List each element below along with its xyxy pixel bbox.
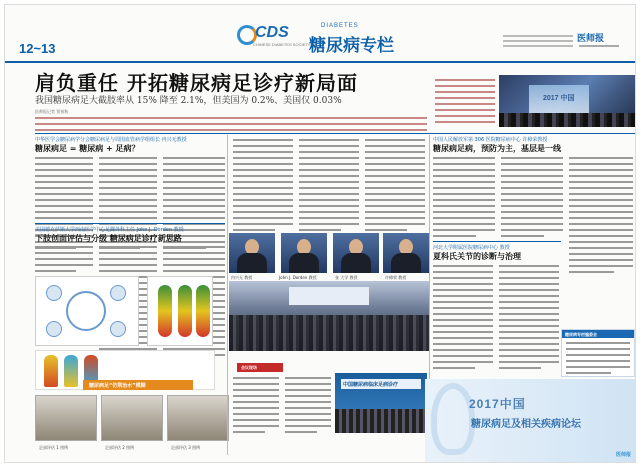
conference-crowd bbox=[229, 315, 429, 351]
thumbnail-2 bbox=[101, 395, 163, 441]
body-silhouette-2 bbox=[64, 355, 78, 387]
hall-crowd bbox=[335, 409, 427, 433]
speaker-photo-3 bbox=[333, 233, 379, 273]
editorial-board-table bbox=[561, 329, 635, 377]
diagram-node-2 bbox=[110, 285, 126, 301]
right-article-1-col-2 bbox=[501, 157, 563, 241]
section-title-en: DIABETES bbox=[321, 23, 359, 29]
section-tag: 会议现场 bbox=[237, 363, 283, 372]
foot-pressure-middle bbox=[178, 285, 192, 337]
conference-stage bbox=[289, 287, 369, 305]
diagram-node-3 bbox=[46, 321, 62, 337]
paper-logo: 医师报 bbox=[577, 34, 605, 44]
column-rule-1 bbox=[227, 135, 228, 455]
left-article-1-title: 糖尿病足 = 糖尿病 + 足病？ bbox=[35, 144, 140, 153]
thumbnail-1 bbox=[35, 395, 97, 441]
speaker-caption-2: John J. Dorden 教授 bbox=[279, 275, 317, 280]
thumbnail-2-caption: 足部评估 2 图例 bbox=[105, 445, 135, 450]
foot-outline-icon bbox=[431, 383, 475, 455]
foot-pressure-figure bbox=[147, 276, 213, 346]
speaker-caption-4: 许樟荣 教授 bbox=[385, 275, 407, 280]
hall-banner: 中国糖尿病临床足病诊疗 bbox=[341, 379, 421, 389]
left-article-2-title: 下肢创面评估与分级 糖尿病足诊疗新思路 bbox=[35, 234, 182, 243]
promo-year: 2017中国 bbox=[469, 397, 526, 411]
lead-right-lines bbox=[435, 79, 495, 127]
promo-corner-logo: 医师报 bbox=[615, 452, 631, 458]
thumbnail-3-caption: 足部评估 3 图例 bbox=[171, 445, 201, 450]
right-article-1-col-1 bbox=[433, 157, 495, 241]
diagram-ring bbox=[66, 291, 106, 331]
right-article-2-col-2 bbox=[499, 265, 559, 373]
right-article-1-col-3 bbox=[569, 157, 633, 277]
headline: 肩负重任 开拓糖尿病足诊疗新局面 bbox=[35, 71, 358, 95]
cds-logo-subtext: CHINESE DIABETES SOCIETY bbox=[253, 42, 311, 47]
speaker-caption-3: 张 大学 教授 bbox=[335, 275, 358, 280]
middle-col-1 bbox=[233, 139, 293, 235]
middle-bottom-col-2 bbox=[285, 377, 331, 437]
hall-photo bbox=[335, 373, 427, 433]
editorial-board-rows bbox=[566, 342, 630, 378]
right-article-2-kicker: 河北大学附属医院糖尿病中心 教授 bbox=[433, 245, 510, 251]
left-article-2-kicker: 美国德克萨斯大学西南医学中心足踝外科主任 John J. Dorden 教授 bbox=[35, 227, 184, 233]
newspaper-page bbox=[4, 4, 636, 463]
section-title: 糖尿病专栏 bbox=[309, 36, 394, 56]
thumbnail-3 bbox=[167, 395, 229, 441]
hero-photo bbox=[499, 75, 636, 127]
lead-divider bbox=[35, 133, 635, 134]
promo-title: 糖尿病足及相关疾病论坛 bbox=[471, 419, 581, 430]
diagram-node-1 bbox=[46, 285, 62, 301]
speaker-caption-1: 冉兴无 教授 bbox=[231, 275, 253, 280]
speaker-photos bbox=[229, 233, 429, 281]
right-article-1-title: 糖尿病足病，预防为主，基层是一线 bbox=[433, 144, 561, 153]
cds-logo bbox=[237, 23, 311, 49]
right-article-2-col-1 bbox=[433, 265, 493, 373]
speaker-photo-2 bbox=[281, 233, 327, 273]
page-number: 12~13 bbox=[19, 41, 56, 56]
column-rule-2 bbox=[429, 135, 430, 379]
middle-col-3 bbox=[365, 139, 425, 235]
byline: 医师报记者 贾春秋 bbox=[35, 109, 69, 114]
cds-logo-text: CDS bbox=[255, 24, 289, 41]
middle-bottom-col-1 bbox=[233, 377, 279, 437]
editorial-board-title: 糖尿病专栏编委会 bbox=[562, 330, 634, 338]
hero-screen-text: 2017 中国 bbox=[543, 95, 575, 102]
right-article-divider bbox=[433, 241, 561, 242]
conference-photo bbox=[229, 281, 429, 351]
left-article-1-kicker: 中华医学会糖尿病学分会糖尿病足与周围血管病学组组长 冉兴无教授 bbox=[35, 137, 187, 143]
forum-promo-banner bbox=[425, 379, 636, 463]
masthead bbox=[5, 5, 636, 63]
body-silhouette-1 bbox=[44, 355, 58, 387]
speaker-photo-1 bbox=[229, 233, 275, 273]
bottom-thumbnails bbox=[35, 393, 235, 459]
middle-col-2 bbox=[299, 139, 359, 235]
masthead-info-lines bbox=[503, 35, 573, 55]
subheadline: 我国糖尿病足大截肢率从 15% 降至 2.1%，但美国为 0.2%、美国仅 0.03% bbox=[35, 96, 342, 106]
hero-audience bbox=[499, 113, 636, 127]
thumbnail-1-caption: 足部评估 1 图例 bbox=[39, 445, 69, 450]
diagram-node-4 bbox=[110, 321, 126, 337]
paper-logo-rule bbox=[579, 45, 619, 47]
foot-pressure-left bbox=[158, 285, 172, 337]
orange-banner: 糖尿病足“仿荆治水”模糊 bbox=[83, 380, 193, 390]
foot-pressure-right bbox=[196, 285, 210, 337]
left-article-divider bbox=[35, 223, 225, 224]
speaker-photo-4 bbox=[383, 233, 429, 273]
right-article-1-kicker: 中国人民解放军第 306 医院糖尿病中心 许樟荣教授 bbox=[433, 137, 548, 143]
right-article-2-title: 夏科氏关节的诊断与治理 bbox=[433, 252, 521, 261]
left-article-2-col-1 bbox=[35, 246, 93, 276]
wound-classification-diagram bbox=[35, 276, 139, 346]
